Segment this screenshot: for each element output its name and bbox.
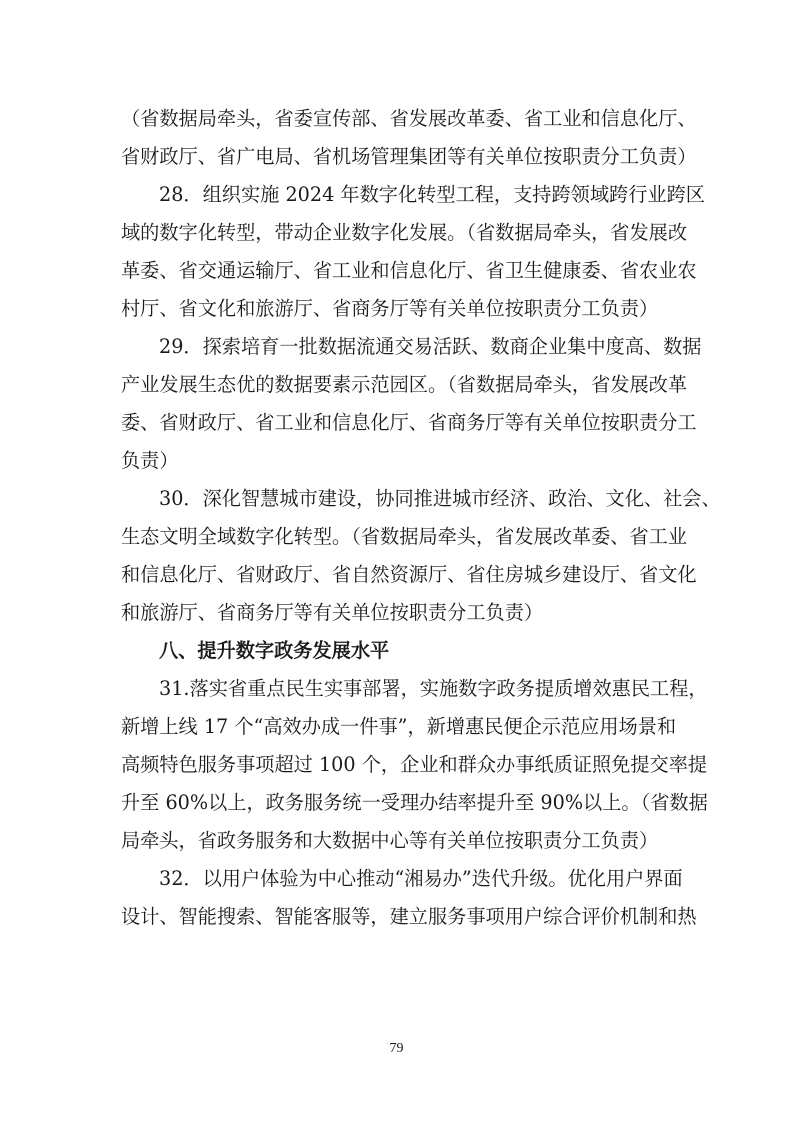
text-line: 32．以用户体验为中心推动“湘易办”迭代升级。优化用户界面	[159, 867, 683, 890]
text-line: 革委、省交通运输厅、省工业和信息化厅、省卫生健康委、省农业农	[121, 259, 697, 282]
section-heading: 八、提升数字政务发展水平	[159, 639, 390, 662]
text-line: 升至 60%以上，政务服务统一受理办结率提升至 90%以上。（省数据	[121, 791, 708, 814]
text-line: 30．深化智慧城市建设，协同推进城市经济、政治、文化、社会、	[159, 487, 721, 510]
text-line: 负责）	[121, 449, 179, 472]
text-line: （省数据局牵头，省委宣传部、省发展改革委、省工业和信息化厅、	[121, 107, 697, 130]
text-line: 29．探索培育一批数据流通交易活跃、数商企业集中度高、数据	[159, 335, 702, 358]
text-line: 31.落实省重点民生实事部署，实施数字政务提质增效惠民工程，	[159, 677, 708, 700]
body-text	[121, 100, 721, 936]
page-number: 79	[389, 1041, 404, 1056]
text-line: 和旅游厅、省商务厅等有关单位按职责分工负责）	[121, 601, 544, 624]
text-line: 设计、智能搜索、智能客服等，建立服务事项用户综合评价机制和热	[121, 905, 697, 928]
text-line: 委、省财政厅、省工业和信息化厅、省商务厅等有关单位按职责分工	[121, 411, 697, 434]
text-line: 产业发展生态优的数据要素示范园区。（省数据局牵头，省发展改革	[121, 373, 688, 396]
text-line: 省财政厅、省广电局、省机场管理集团等有关单位按职责分工负责）	[121, 145, 697, 168]
text-line: 生态文明全域数字化转型。（省数据局牵头，省发展改革委、省工业	[121, 525, 688, 548]
text-line: 新增上线 17 个“高效办成一件事”，新增惠民便企示范应用场景和	[121, 715, 677, 738]
text-line: 28．组织实施 2024 年数字化转型工程，支持跨领域跨行业跨区	[159, 183, 705, 206]
text-line: 高频特色服务事项超过 100 个，企业和群众办事纸质证照免提交率提	[121, 753, 708, 776]
text-line: 村厅、省文化和旅游厅、省商务厅等有关单位按职责分工负责）	[121, 297, 659, 320]
text-line: 和信息化厅、省财政厅、省自然资源厅、省住房城乡建设厅、省文化	[121, 563, 697, 586]
text-line: 局牵头，省政务服务和大数据中心等有关单位按职责分工负责）	[121, 829, 659, 852]
text-line: 域的数字化转型，带动企业数字化发展。（省数据局牵头，省发展改	[121, 221, 688, 244]
